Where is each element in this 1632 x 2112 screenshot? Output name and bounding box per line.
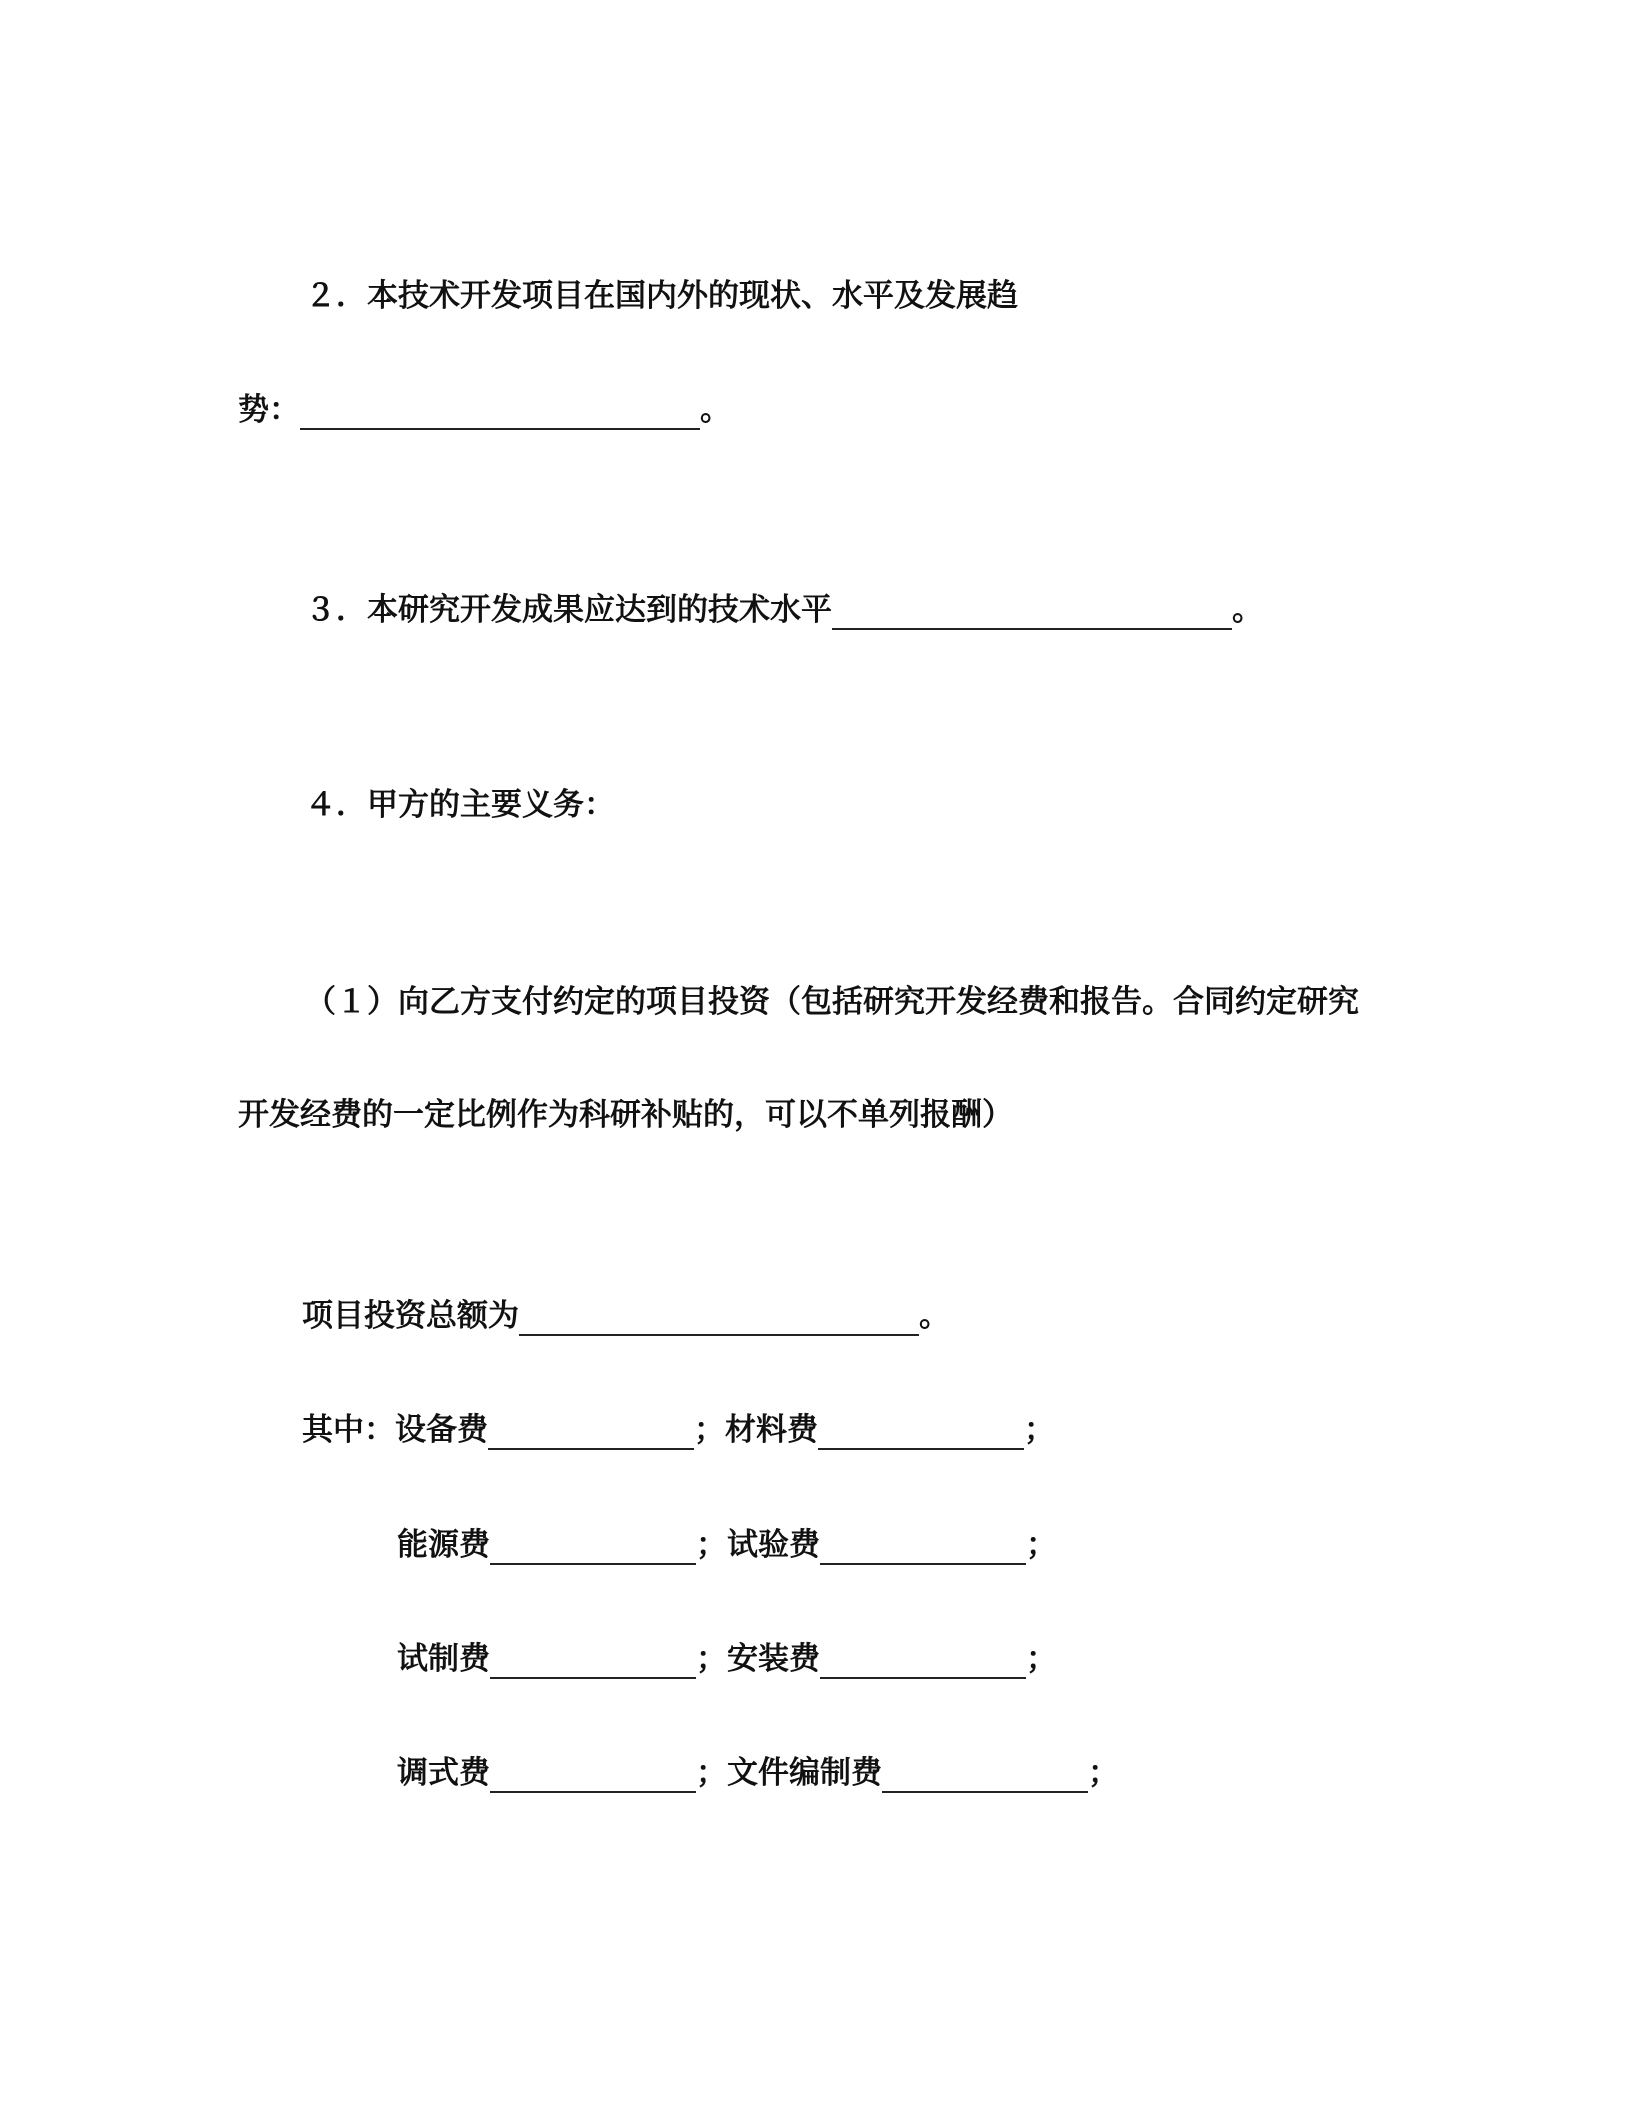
breakdown-prefix: 其中： — [302, 1412, 395, 1448]
period: 。 — [1232, 592, 1263, 628]
sub1-text-2: 开发经费的一定比例作为科研补贴的，可以不单列报酬） — [238, 1097, 1013, 1133]
debugging-fee-blank-field[interactable] — [490, 1753, 696, 1793]
semicolon: ； — [696, 1755, 727, 1791]
tech-level-blank-field[interactable] — [832, 590, 1232, 630]
energy-fee-blank-field[interactable] — [490, 1525, 696, 1565]
documentation-fee-blank-field[interactable] — [882, 1753, 1088, 1793]
materials-fee-blank-field[interactable] — [818, 1410, 1024, 1450]
fee-label-energy: 能源费 — [397, 1527, 490, 1563]
sub1-text-1: （１）向乙方支付约定的项目投资（包括研究开发经费和报告。合同约定研究 — [305, 984, 1359, 1020]
trend-blank-field[interactable] — [300, 390, 700, 430]
total-investment-line — [302, 1296, 950, 1336]
fee-label-materials: 材料费 — [725, 1412, 818, 1448]
fee-row-2 — [397, 1525, 1057, 1565]
fee-label-debugging: 调式费 — [397, 1755, 490, 1791]
testing-fee-blank-field[interactable] — [820, 1525, 1026, 1565]
item3-text: ３．本研究开发成果应达到的技术水平 — [305, 592, 832, 628]
period: 。 — [919, 1298, 950, 1334]
item4-heading — [305, 785, 615, 825]
semicolon: ； — [1024, 1412, 1055, 1448]
sub1-line2 — [238, 1095, 1013, 1135]
item3-line — [305, 590, 1263, 630]
equipment-fee-blank-field[interactable] — [488, 1410, 694, 1450]
item2-text: ２．本技术开发项目在国内外的现状、水平及发展趋 — [305, 278, 1018, 314]
semicolon: ； — [696, 1527, 727, 1563]
fee-label-documentation: 文件编制费 — [727, 1755, 882, 1791]
fee-row-3 — [397, 1639, 1057, 1679]
item2-line1 — [305, 276, 1018, 316]
semicolon: ； — [1088, 1755, 1119, 1791]
semicolon: ； — [694, 1412, 725, 1448]
item2-line2 — [238, 390, 731, 430]
trial-production-fee-blank-field[interactable] — [490, 1639, 696, 1679]
fee-label-testing: 试验费 — [727, 1527, 820, 1563]
fee-label-equipment: 设备费 — [395, 1412, 488, 1448]
item4-text: ４．甲方的主要义务： — [305, 787, 615, 823]
fee-label-trial-production: 试制费 — [397, 1641, 490, 1677]
total-label: 项目投资总额为 — [302, 1298, 519, 1334]
item2-continuation: 势： — [238, 392, 300, 428]
semicolon: ； — [1026, 1641, 1057, 1677]
semicolon: ； — [1026, 1527, 1057, 1563]
fee-row-1 — [302, 1410, 1055, 1450]
sub1-line1 — [305, 982, 1359, 1022]
period: 。 — [700, 392, 731, 428]
total-amount-blank-field[interactable] — [519, 1296, 919, 1336]
fee-row-4 — [397, 1753, 1119, 1793]
semicolon: ； — [696, 1641, 727, 1677]
fee-label-installation: 安装费 — [727, 1641, 820, 1677]
installation-fee-blank-field[interactable] — [820, 1639, 1026, 1679]
